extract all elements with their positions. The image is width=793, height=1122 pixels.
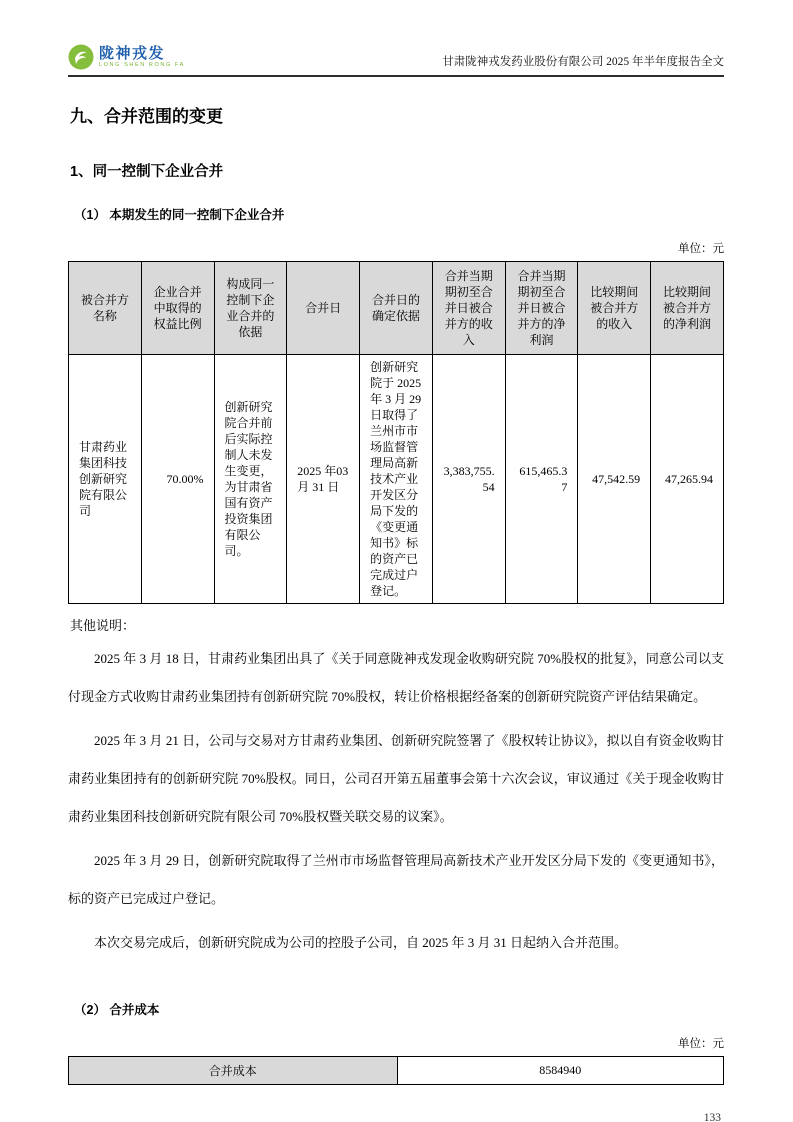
brand-name-cn: 陇神戎发 — [99, 44, 166, 62]
cell-basis: 创新研究院合并前后实际控制人未发生变更，为甘肃省国有资产投资集团有限公司。 — [214, 355, 287, 604]
col-revenue-to-date: 合并当期期初至合并日被合并方的收入 — [432, 262, 505, 355]
cost-table-row — [69, 1057, 724, 1085]
page-number: 133 — [703, 1112, 721, 1122]
cell-net-profit-to-date: 615,465.37 — [505, 355, 578, 604]
note-paragraph-1: 2025 年 3 月 18 日，甘肃药业集团出具了《关于同意陇神戎发现金收购研究院 70%股权的批复》，同意公司以支付现金方式收购甘肃药业集团持有创新研究院 70%股权，转让价格根据经备案的创新研究院资产评估结果确定。 — [68, 651, 724, 705]
note-paragraph-2: 2025 年 3 月 21 日，公司与交易对方甘肃药业集团、创新研究院签署了《股权转让协议》，拟以自有资金收购甘肃药业集团持有的创新研究院 70%股权。同日，公司召开第五届董事会第十六次会议，审议通过《关于现金收购甘肃药业集团科技创新研究院有限公司 70%股权暨关联交易的议案》。 — [68, 733, 724, 825]
page-header — [68, 44, 724, 70]
header-divider — [68, 75, 724, 77]
col-net-profit-to-date: 合并当期期初至合并日被合并方的净利润 — [505, 262, 578, 355]
chapter-heading: 九、合并范围的变更 — [70, 107, 223, 127]
cell-revenue-comparative: 47,542.59 — [578, 355, 651, 604]
cell-net-profit-comparative: 47,265.94 — [651, 355, 724, 604]
company-logo — [68, 44, 185, 70]
cost-label-cell: 合并成本 — [69, 1057, 398, 1085]
logo-icon — [68, 44, 94, 70]
cell-merger-date: 2025 年03 月 31 日 — [287, 355, 360, 604]
merger-table-header-row — [69, 262, 724, 355]
unit-label-2: 单位：元 — [678, 1038, 724, 1051]
col-revenue-comparative: 比较期间被合并方的收入 — [578, 262, 651, 355]
col-net-profit-comparative: 比较期间被合并方的净利润 — [651, 262, 724, 355]
merger-table-row — [69, 355, 724, 604]
subsection-1-heading: （1） 本期发生的同一控制下企业合并 — [74, 208, 285, 223]
cell-date-basis: 创新研究院于 2025 年 3 月 29 日取得了兰州市市场监督管理局高新技术产业开发区分局下发的《变更通知书》标的资产已完成过户登记。 — [360, 355, 433, 604]
col-acquiree-name: 被合并方名称 — [69, 262, 142, 355]
cell-equity-ratio: 70.00% — [141, 355, 214, 604]
note-paragraph-3: 2025 年 3 月 29 日，创新研究院取得了兰州市市场监督管理局高新技术产业开发区分局下发的《变更通知书》，标的资产已完成过户登记。 — [68, 853, 724, 907]
unit-label: 单位：元 — [678, 243, 724, 256]
merger-table — [68, 261, 724, 604]
col-date-basis: 合并日的确定依据 — [360, 262, 433, 355]
cost-value-cell: 8584940 — [397, 1057, 723, 1085]
col-merger-date: 合并日 — [287, 262, 360, 355]
document-title: 甘肃陇神戎发药业股份有限公司 2025 年半年度报告全文 — [442, 56, 724, 68]
col-equity-ratio: 企业合并中取得的权益比例 — [141, 262, 214, 355]
cell-revenue-to-date: 3,383,755.54 — [432, 355, 505, 604]
note-paragraph-4: 本次交易完成后，创新研究院成为公司的控股子公司，自 2025 年 3 月 31 日起纳入合并范围。 — [94, 935, 628, 951]
logo-text — [99, 46, 185, 69]
col-basis: 构成同一控制下企业合并的依据 — [214, 262, 287, 355]
section-heading: 1、同一控制下企业合并 — [70, 164, 224, 181]
subsection-2-heading: （2） 合并成本 — [74, 1003, 160, 1018]
brand-name-en: LONG SHEN RONG FA — [99, 61, 185, 68]
cost-table — [68, 1056, 724, 1085]
cell-acquiree-name: 甘肃药业集团科技创新研究院有限公司 — [69, 355, 142, 604]
other-notes-label: 其他说明： — [70, 618, 136, 634]
